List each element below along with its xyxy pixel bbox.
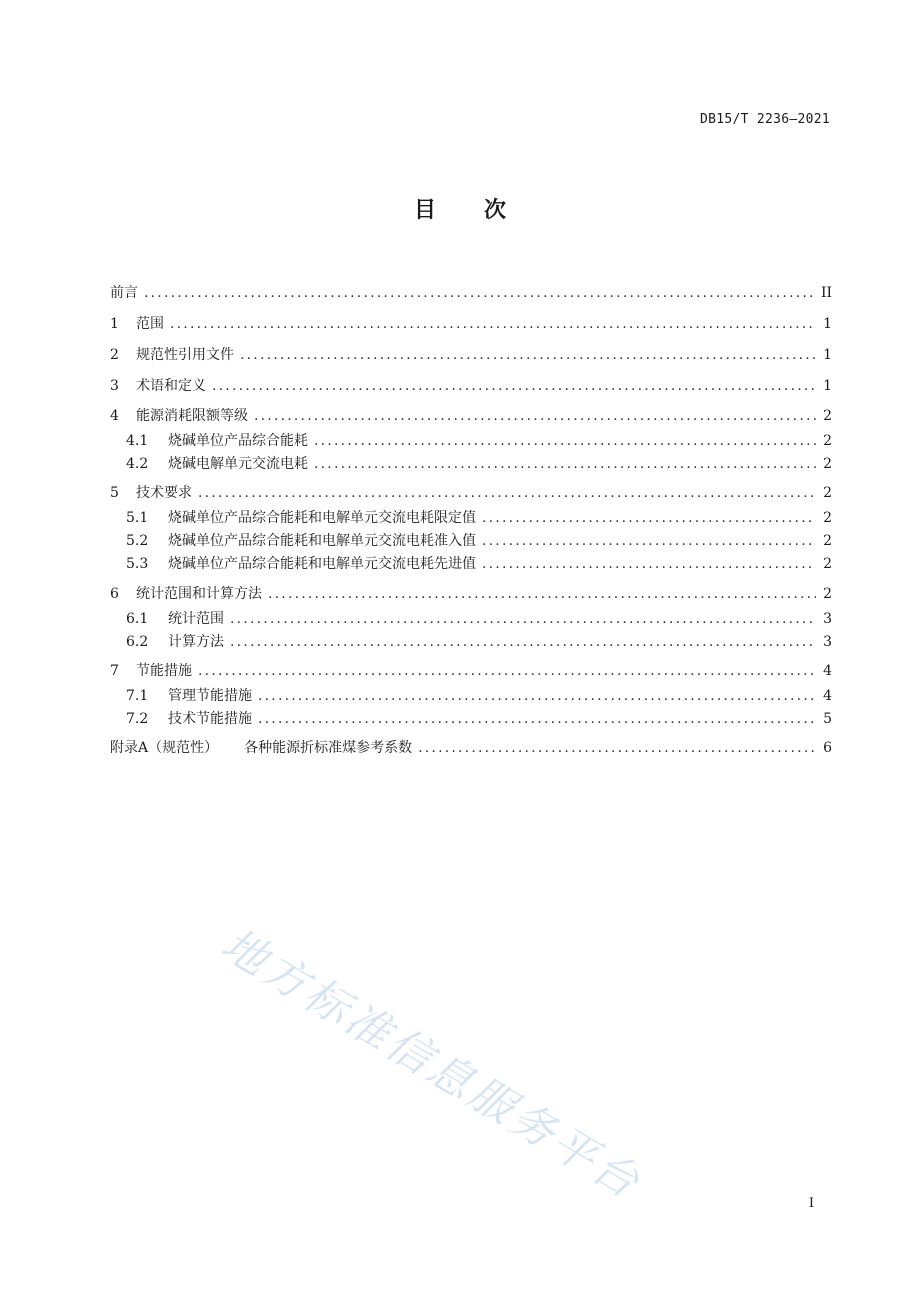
toc-entry-page: 3	[823, 611, 832, 627]
toc-entry-page: 4	[823, 688, 832, 704]
dot-leader	[482, 510, 816, 526]
toc-entry-number: 7.2	[126, 711, 149, 727]
dot-leader	[418, 740, 816, 756]
toc-entry[interactable]	[110, 313, 832, 335]
toc-entry-page: 4	[823, 663, 832, 679]
dot-leader	[198, 663, 816, 679]
dot-leader	[198, 485, 816, 501]
dot-leader	[482, 556, 816, 572]
toc-entry[interactable]	[126, 530, 832, 552]
toc-entry-number: 5.3	[126, 556, 149, 572]
dot-leader	[314, 456, 816, 472]
toc-entry[interactable]	[126, 631, 832, 653]
toc-entry-title: 统计范围	[168, 611, 224, 627]
toc-entry[interactable]	[110, 482, 832, 504]
toc-entry-page: 1	[823, 347, 832, 363]
toc-entry[interactable]	[126, 507, 832, 529]
toc-entry-title: 前言	[110, 285, 138, 301]
toc-entry[interactable]	[110, 375, 832, 397]
toc-entry-page: 2	[823, 433, 832, 449]
title-char-2: 次	[484, 198, 507, 223]
toc-entry-title: 烧碱单位产品综合能耗和电解单元交流电耗先进值	[168, 556, 476, 572]
dot-leader	[170, 316, 816, 332]
toc-entry-title: 计算方法	[168, 634, 224, 650]
toc-entry-page: 2	[823, 533, 832, 549]
toc-entry[interactable]	[126, 708, 832, 730]
toc-entry-title: 技术节能措施	[168, 711, 252, 727]
toc-entry-number: 5	[110, 485, 119, 501]
toc-entry-number: 4.1	[126, 433, 149, 449]
dot-leader	[482, 533, 816, 549]
toc-entry-number: 附录A（规范性）	[110, 740, 219, 756]
toc-entry-title: 节能措施	[136, 663, 192, 679]
dot-leader	[254, 408, 816, 424]
toc-entry-title: 管理节能措施	[168, 688, 252, 704]
toc-entry[interactable]	[126, 685, 832, 707]
toc-entry-number: 7	[110, 663, 119, 679]
toc-entry[interactable]	[126, 430, 832, 452]
dot-leader	[268, 586, 816, 602]
toc-entry-title: 技术要求	[136, 485, 192, 501]
document-code: DB15/T 2236—2021	[699, 112, 830, 127]
toc-entry-number: 5.1	[126, 510, 149, 526]
title-char-1: 目	[413, 198, 436, 223]
toc-entry-title: 烧碱单位产品综合能耗和电解单元交流电耗限定值	[168, 510, 476, 526]
toc-entry-number: 2	[110, 347, 119, 363]
toc-entry-page: 2	[823, 456, 832, 472]
toc-entry[interactable]	[110, 344, 832, 366]
toc-entry-number: 6.2	[126, 634, 149, 650]
toc-entry-title: 烧碱电解单元交流电耗	[168, 456, 308, 472]
toc-entry-number: 7.1	[126, 688, 149, 704]
toc-entry-number: 4	[110, 408, 119, 424]
toc-entry[interactable]	[126, 453, 832, 475]
toc-entry-title: 能源消耗限额等级	[136, 408, 248, 424]
toc-entry-title: 烧碱单位产品综合能耗和电解单元交流电耗准入值	[168, 533, 476, 549]
toc-entry-page: 2	[823, 556, 832, 572]
toc-entry-page: 2	[823, 408, 832, 424]
toc-entry-title: 术语和定义	[136, 378, 206, 394]
toc-entry-title: 各种能源折标准煤参考系数	[244, 740, 413, 756]
toc-entry-number: 3	[110, 378, 119, 394]
dot-leader	[314, 433, 816, 449]
toc-entry-page: II	[820, 285, 832, 301]
toc-entry-page: 1	[823, 378, 832, 394]
toc-entry[interactable]	[110, 737, 832, 759]
toc-entry[interactable]	[126, 608, 832, 630]
dot-leader	[240, 347, 816, 363]
toc-entry-number: 4.2	[126, 456, 149, 472]
toc-entry[interactable]	[110, 282, 832, 304]
watermark: 地方标准信息服务平台	[212, 918, 651, 1210]
toc-entry[interactable]	[126, 553, 832, 575]
dot-leader	[212, 378, 816, 394]
toc-entry-number: 6	[110, 586, 119, 602]
toc-entry[interactable]	[110, 660, 832, 682]
toc-entry-page: 1	[823, 316, 832, 332]
toc-entry-title: 规范性引用文件	[136, 347, 234, 363]
toc-entry-number: 5.2	[126, 533, 149, 549]
toc-entry-title: 范围	[136, 316, 164, 332]
dot-leader	[258, 711, 816, 727]
page-title	[0, 193, 920, 224]
toc-entry-number: 1	[110, 316, 119, 332]
toc-entry[interactable]	[110, 405, 832, 427]
dot-leader	[144, 285, 815, 301]
toc-entry-page: 2	[823, 586, 832, 602]
dot-leader	[230, 634, 816, 650]
toc-entry-page: 2	[823, 510, 832, 526]
toc-entry-page: 6	[823, 740, 832, 756]
dot-leader	[258, 688, 816, 704]
footer-page-number: I	[808, 1196, 814, 1211]
toc-entry-page: 2	[823, 485, 832, 501]
toc-entry-page: 3	[823, 634, 832, 650]
dot-leader	[230, 611, 816, 627]
toc-entry-number: 6.1	[126, 611, 149, 627]
toc-entry[interactable]	[110, 583, 832, 605]
toc-entry-title: 统计范围和计算方法	[136, 586, 262, 602]
toc-entry-title: 烧碱单位产品综合能耗	[168, 433, 308, 449]
toc-entry-page: 5	[823, 711, 832, 727]
